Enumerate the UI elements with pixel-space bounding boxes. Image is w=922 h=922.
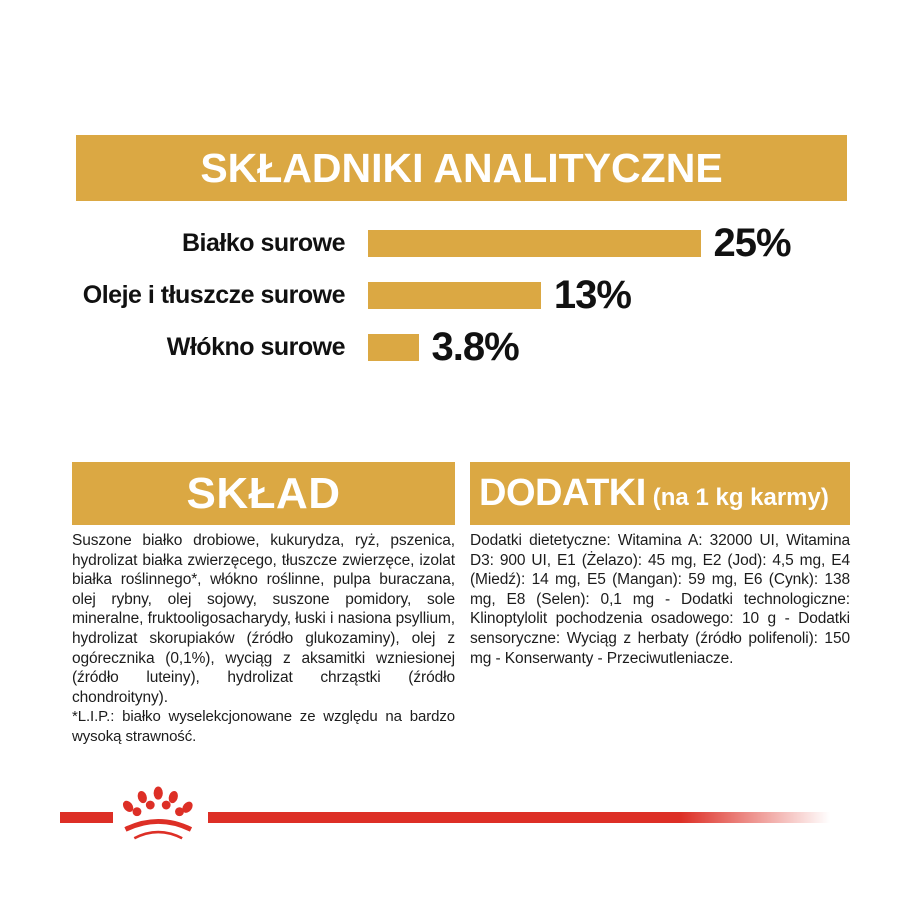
chart-value-label: 3.8%: [431, 324, 519, 369]
analytical-components-banner: [76, 135, 847, 201]
composition-footnote: *L.I.P.: białko wyselekcjonowane ze względu na bardzo wysoką strawność.: [72, 708, 455, 745]
page-title: SKŁADNIKI ANALITYCZNE: [200, 144, 723, 191]
royal-canin-crown-icon: [105, 786, 215, 848]
chart-row: [0, 217, 922, 269]
chart-value-label: 13%: [553, 272, 631, 317]
chart-bar: [368, 230, 701, 257]
chart-row: [0, 321, 922, 373]
additives-body: Dodatki dietetyczne: Witamina A: 32000 UI, Witamina D3: 900 UI, E1 (Żelazo): 45 mg, E2 (Jod): 4,5 mg, E4 (Miedź): 14 mg, E5 (Mangan): 59 mg, E6 (Cynk): 138 mg, E8 (Selen): 0,1 mg - Dodatki technologiczne: Klinoptylolit pochodzenia osadowego: 10 g - Dodatki sensoryczne: Wyciąg z herbaty (źródło polifenoli): 150 mg - Konserwanty - Przeciwutleniacze.: [470, 532, 850, 667]
chart-category-label: Włókno surowe: [166, 332, 345, 361]
analytical-bar-chart: [0, 217, 922, 373]
chart-category-label: Białko surowe: [182, 228, 345, 257]
composition-text-block: [72, 531, 455, 747]
chart-bar: [368, 334, 419, 361]
additives-title: DODATKI: [479, 472, 646, 514]
chart-value-label: 25%: [713, 220, 791, 265]
additives-subtitle: (na 1 kg karmy): [652, 483, 829, 511]
composition-title: SKŁAD: [186, 468, 341, 518]
chart-row: [0, 269, 922, 321]
composition-body: Suszone białko drobiowe, kukurydza, ryż, pszenica, hydrolizat białka zwierzęcego, tłuszcze zwierzęce, izolat białka roślinnego*, włókno roślinne, pulpa buraczana, olej rybny, olej sojowy, suszone pomidory, sole mineralne, fruktooligosacharydy, łuski i nasiona psyllium, hydrolizat skorupiaków (źródło glukozaminy), olej z ogórecznika (0,1%), wyciąg z aksamitki wzniesionej (źródło luteiny), hydrolizat chrząstki (źródło chondroityny).: [72, 532, 455, 706]
composition-banner: [72, 462, 455, 525]
chart-bar: [368, 282, 541, 309]
chart-category-label: Oleje i tłuszcze surowe: [82, 280, 345, 309]
additives-banner: [470, 462, 850, 525]
additives-text-block: [470, 531, 850, 668]
footer-red-rule: [208, 812, 830, 823]
